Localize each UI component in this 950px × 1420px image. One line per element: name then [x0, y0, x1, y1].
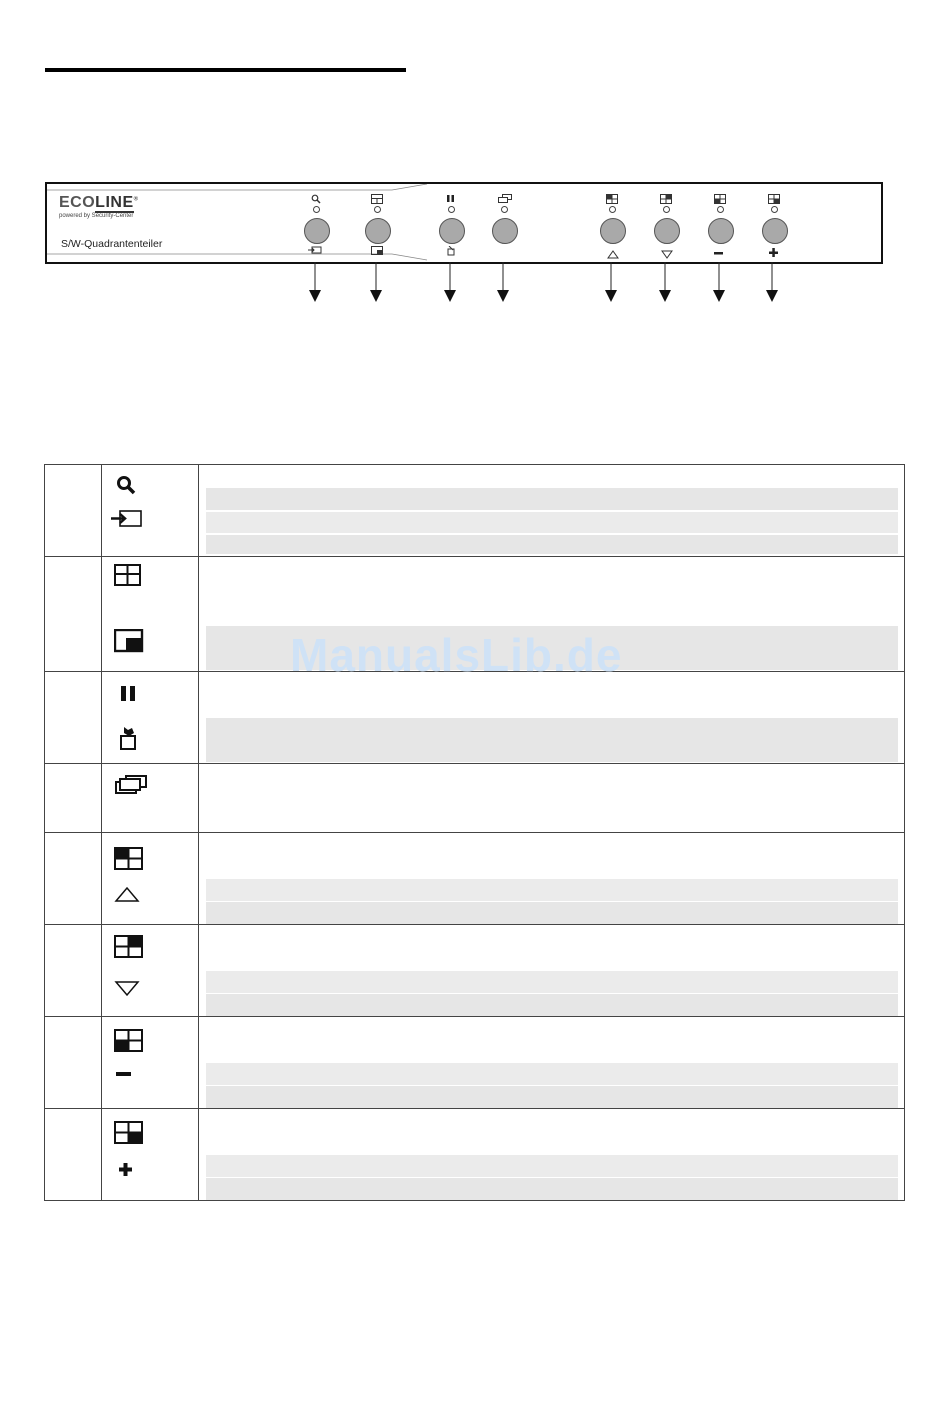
redacted-text-line: [206, 1178, 898, 1200]
sequence-button[interactable]: [492, 218, 518, 244]
menu-pointer-icon: [447, 246, 456, 256]
plus-icon: [769, 248, 779, 258]
camera-4-button[interactable]: [762, 218, 788, 244]
row-number-cell: [45, 833, 102, 925]
row-icon-cell: [102, 1017, 199, 1109]
pip-view-icon: [371, 246, 383, 255]
row-icon-cell: [102, 465, 199, 557]
callout-arrow: [366, 262, 386, 304]
magnifier-icon: [116, 475, 138, 497]
row-description-cell: [199, 465, 905, 557]
row-icon-cell: [102, 1109, 199, 1201]
model-label: S/W-Quadrantenteiler: [61, 238, 163, 250]
sequence-icon: [498, 194, 512, 204]
quadrant-4-icon: [114, 1121, 144, 1145]
down-triangle-icon: [661, 250, 673, 259]
callout-arrow: [493, 262, 513, 304]
led-7: [717, 206, 724, 213]
input-select-icon: [110, 509, 144, 529]
menu-pointer-icon: [118, 726, 140, 752]
table-row: [45, 1109, 905, 1201]
row-number-cell: [45, 465, 102, 557]
minus-icon: [714, 250, 724, 256]
table-row: [45, 465, 905, 557]
row-description-cell: [199, 764, 905, 833]
zoom-button[interactable]: [304, 218, 330, 244]
row-number-cell: [45, 764, 102, 833]
pause-icon: [447, 194, 455, 203]
camera-2-button[interactable]: [654, 218, 680, 244]
magnifier-icon: [311, 194, 321, 204]
redacted-text-block: [206, 718, 898, 762]
quadrant-3-icon: [114, 1029, 144, 1053]
quadrant-2-icon: [660, 194, 672, 204]
plus-icon: [118, 1162, 134, 1178]
pip-view-icon: [114, 629, 144, 653]
led-8: [771, 206, 778, 213]
redacted-text-line: [206, 879, 898, 901]
quadrant-2-icon: [114, 935, 144, 959]
quadrant-3-icon: [714, 194, 726, 204]
redacted-text-line: [206, 1086, 898, 1108]
callout-arrow: [440, 262, 460, 304]
header-rule: [45, 68, 406, 72]
display-mode-button[interactable]: [365, 218, 391, 244]
quadrant-1-icon: [114, 847, 144, 871]
down-triangle-icon: [114, 979, 140, 997]
pause-icon: [120, 685, 138, 703]
callout-arrow: [709, 262, 729, 304]
up-triangle-icon: [114, 886, 140, 904]
table-row: [45, 833, 905, 925]
callout-arrow: [655, 262, 675, 304]
row-icon-cell: [102, 833, 199, 925]
freeze-button[interactable]: [439, 218, 465, 244]
quad-view-icon: [114, 564, 141, 586]
up-triangle-icon: [607, 250, 619, 259]
redacted-text-line: [206, 1155, 898, 1177]
row-description-cell: [199, 833, 905, 925]
quadrant-1-icon: [606, 194, 618, 204]
row-number-cell: [45, 1109, 102, 1201]
row-number-cell: [45, 1017, 102, 1109]
row-description-cell: [199, 1109, 905, 1201]
table-row: [45, 925, 905, 1017]
panel-bevel-lines: [47, 184, 881, 262]
watermark: ManualsLib.de: [290, 629, 623, 681]
callout-arrow: [762, 262, 782, 304]
quadrant-4-icon: [768, 194, 780, 204]
front-panel: [45, 182, 883, 264]
camera-1-button[interactable]: [600, 218, 626, 244]
input-select-icon: [308, 246, 322, 254]
led-3: [448, 206, 455, 213]
row-description-cell: [199, 1017, 905, 1109]
redacted-text-line: [206, 512, 898, 533]
row-icon-cell: [102, 672, 199, 764]
sequence-icon: [114, 775, 148, 795]
table-row: [45, 764, 905, 833]
redacted-text-line: [206, 971, 898, 993]
row-number-cell: [45, 925, 102, 1017]
brand-logo: ECOLINE® powered by Security-Center: [59, 194, 139, 219]
row-description-cell: [199, 925, 905, 1017]
row-description-cell: [199, 672, 905, 764]
callout-arrow: [305, 262, 325, 304]
table-row: [45, 1017, 905, 1109]
camera-3-button[interactable]: [708, 218, 734, 244]
redacted-text-line: [206, 994, 898, 1016]
row-number-cell: [45, 557, 102, 672]
led-1: [313, 206, 320, 213]
redacted-text-line: [206, 1063, 898, 1085]
led-2: [374, 206, 381, 213]
minus-icon: [115, 1070, 133, 1078]
row-number-cell: [45, 672, 102, 764]
led-5: [609, 206, 616, 213]
redacted-text-line: [206, 488, 898, 510]
redacted-text-line: [206, 535, 898, 554]
button-function-table: [44, 464, 905, 1201]
redacted-text-line: [206, 902, 898, 924]
row-icon-cell: [102, 925, 199, 1017]
table-row: [45, 672, 905, 764]
row-icon-cell: [102, 764, 199, 833]
row-icon-cell: [102, 557, 199, 672]
led-4: [501, 206, 508, 213]
quad-view-icon: [371, 194, 383, 204]
callout-arrow: [601, 262, 621, 304]
led-6: [663, 206, 670, 213]
